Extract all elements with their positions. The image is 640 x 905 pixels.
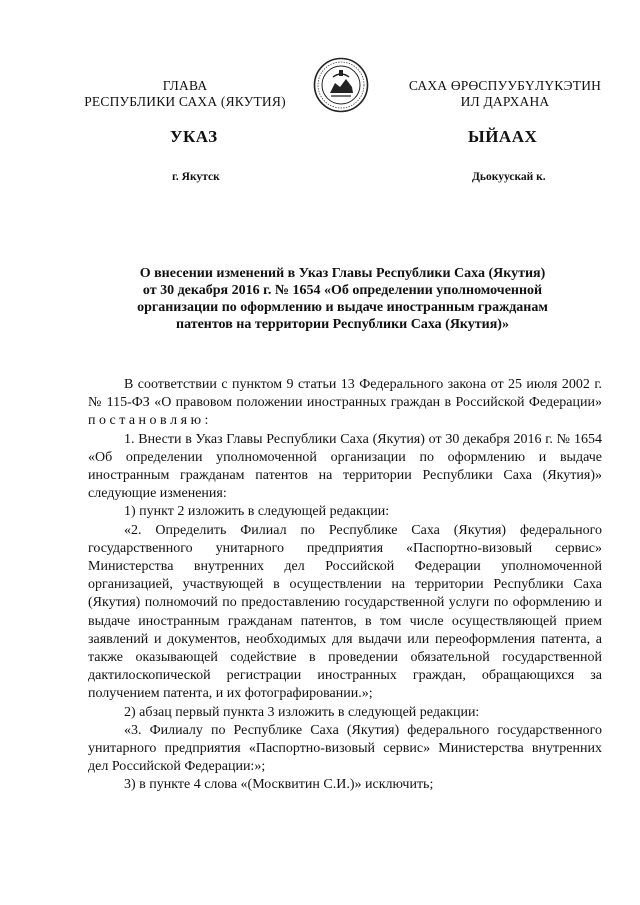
paragraph-subitem-1: 1) пункт 2 изложить в следующей редакции:: [124, 504, 390, 520]
paragraph-quote-2: «2. Определить Филиал по Республике Саха (Якутия) федерального государственного унитарного предприятия «Паспортно-визовый сервис» Министерства внутренних дел Российской Федерации уполномоченной организацией, участвующей в осуществлении на территории Республики Саха (Якутия) полномочий по предоставлению государственной услуги по оформлению и выдаче иностранным гражданам патентов, в том числе осуществляющей прием заявлений и документов, необходимых для выдачи или переоформления патента, а также оказывающей содействие в проведении обязательной государственной дактилоскопической регистрации иностранных граждан, обращающихся за получением патента, и их фотографировании.»;: [88, 522, 602, 702]
title-line: О внесении изменений в Указ Главы Республики Саха (Якутия): [139, 266, 546, 281]
paragraph-subitem-2: 2) абзац первый пункта 3 изложить в следующей редакции:: [124, 704, 480, 720]
title-line: патентов на территории Республики Саха (Якутия)»: [176, 317, 509, 332]
paragraph-subitem-3: 3) в пункте 4 слова «(Москвитин С.И.)» исключить;: [124, 777, 434, 793]
paragraph-item-1: 1. Внести в Указ Главы Республики Саха (Якутия) от 30 декабря 2016 г. № 1654 «Об определении уполномоченной организации по оформлению и выдаче иностранным гражданам патентов на территории Республики Саха (Якутия)» следующие изменения:: [88, 431, 602, 502]
city-ru: г. Якутск: [172, 171, 220, 183]
document-body: [88, 376, 602, 795]
city-sah: Дьокуускай к.: [472, 171, 546, 183]
issuer-sah-line2: ИЛ ДАРХАНА: [460, 94, 550, 109]
title-line: организации по оформлению и выдаче иностранным гражданам: [137, 300, 548, 315]
coat-of-arms-emblem: [313, 57, 369, 113]
decree-type-ru: УКАЗ: [170, 127, 218, 146]
paragraph-preamble: В соответствии с пунктом 9 статьи 13 Федерального закона от 25 июля 2002 г. № 115-ФЗ «О правовом положении иностранных граждан в Российской Федерации» п о с т а н о в л я ю :: [88, 377, 602, 429]
document-title: [70, 265, 615, 333]
issuer-ru-line1: ГЛАВА: [162, 78, 208, 93]
issuer-ru: [70, 78, 300, 110]
issuer-sah: [395, 78, 615, 110]
title-line: от 30 декабря 2016 г. № 1654 «Об определении уполномоченной: [142, 283, 543, 298]
issuer-ru-line2: РЕСПУБЛИКИ САХА (ЯКУТИЯ): [84, 94, 286, 109]
paragraph-quote-3: «3. Филиалу по Республике Саха (Якутия) федерального государственного унитарного предприятия «Паспортно-визовый сервис» Министерства внутренних дел Российской Федерации:»;: [88, 722, 602, 775]
issuer-sah-line1: САХА ӨРӨСПУУБҮЛҮКЭТИН: [408, 78, 602, 93]
decree-type-sah: ЫЙААХ: [468, 127, 538, 146]
